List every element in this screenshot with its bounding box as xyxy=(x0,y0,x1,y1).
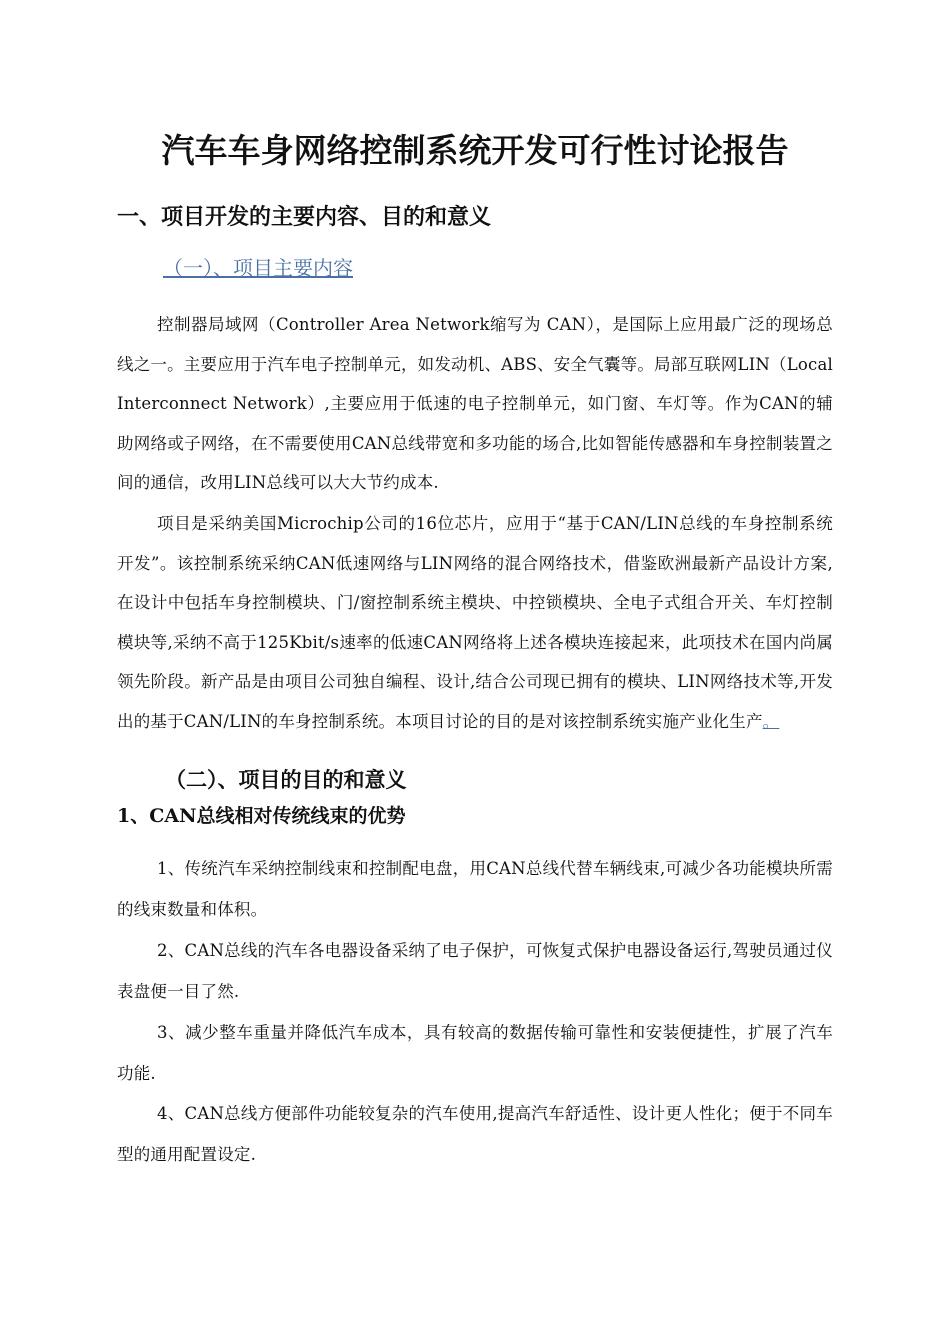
subsection-heading-link[interactable]: （一）、项目主要内容 xyxy=(163,256,353,280)
paragraph-project-description xyxy=(117,504,833,741)
list-item: 4、CAN总线方便部件功能较复杂的汽车使用,提高汽车舒适性、设计更人性化；便于不同车型的通用配置设定. xyxy=(117,1104,833,1164)
list-item: 2、CAN总线的汽车各电器设备采纳了电子保护，可恢复式保护电器设备运行,驾驶员通过仪表盘便一目了然. xyxy=(117,941,833,1001)
document-title: 汽车车身网络控制系统开发可行性讨论报告 xyxy=(161,131,789,170)
paragraph-can-lin-intro: 控制器局域网（Controller Area Network缩写为 CAN），是国际上应用最广泛的现场总线之一。主要应用于汽车电子控制单元，如发动机、ABS、安全气囊等。局部互联网LIN（Local Interconnect Network）,主要应用于低速的电子控制单元，如门窗、车灯等。作为CAN的辅助网络或子网络，在不需要使用CAN总线带宽和多功能的场合,比如智能传感器和车身控制装置之间的通信，改用LIN总线可以大大节约成本. xyxy=(117,315,833,492)
list-item: 3、减少整车重量并降低汽车成本，具有较高的数据传输可靠性和安装便捷性，扩展了汽车功能. xyxy=(117,1023,833,1083)
list-item: 1、传统汽车采纳控制线束和控制配电盘，用CAN总线代替车辆线束,可减少各功能模块所需的线束数量和体积。 xyxy=(117,859,833,919)
paragraph-project-description-text: 项目是采纳美国Microchip公司的16位芯片，应用于“基于CAN/LIN总线的车身控制系统开发”。该控制系统采纳CAN低速网络与LIN网络的混合网络技术，借鉴欧洲最新产品设计方案,在设计中包括车身控制模块、门/窗控制系统主模块、中控锁模块、全电子式组合开关、车灯控制模块等,采纳不高于125Kbit/s速率的低速CAN网络将上述各模块连接起来，此项技术在国内尚属领先阶段。新产品是由项目公司独自编程、设计,结合公司现已拥有的模块、LIN网络技术等,开发出的基于CAN/LIN的车身控制系统。本项目讨论的目的是对该控制系统实施产业化生产 xyxy=(117,514,833,731)
subsubsection-heading-1: 1、CAN总线相对传统线束的优势 xyxy=(117,805,406,827)
subsection-heading-2: （二）、项目的目的和意义 xyxy=(165,767,407,792)
section-heading-1: 一、项目开发的主要内容、目的和意义 xyxy=(117,204,492,230)
paragraph-end-link[interactable]: 。 xyxy=(762,711,780,731)
